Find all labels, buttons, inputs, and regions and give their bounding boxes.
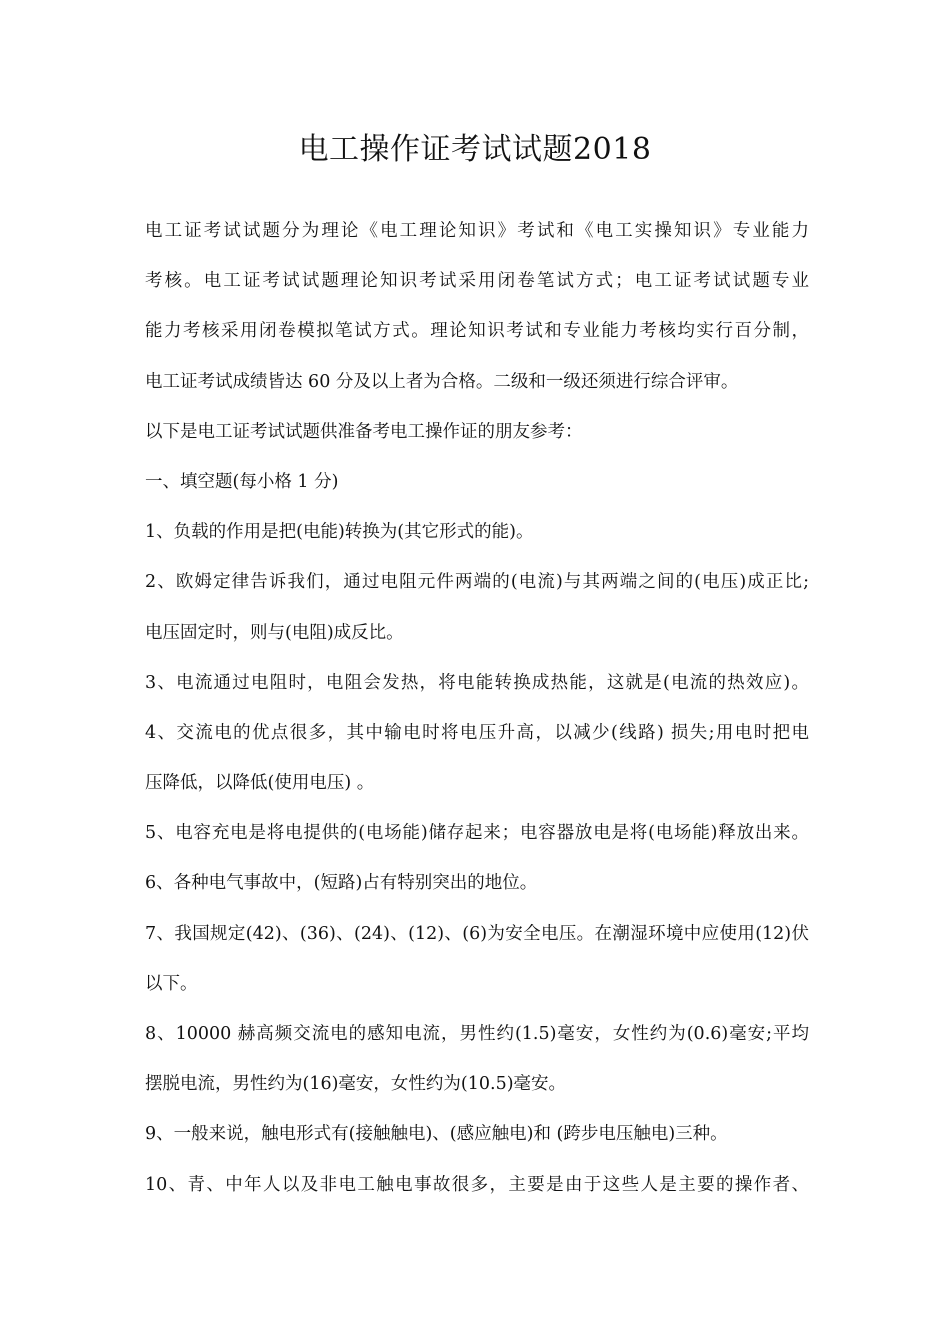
question-line: 1、负载的作用是把(电能)转换为(其它形式的能)。 (145, 522, 534, 543)
question-line: 6、各种电气事故中，(短路)占有特别突出的地位。 (145, 873, 538, 894)
document-title: 电工操作证考试试题2018 (298, 132, 652, 167)
question-line: 压降低，以降低(使用电压) 。 (145, 773, 375, 794)
question-line: 10、青、中年人以及非电工触电事故很多，主要是由于这些人是主要的操作者、 (145, 1174, 809, 1195)
paragraph-line: 电工证考试成绩皆达 60 分及以上者为合格。二级和一级还须进行综合评审。 (145, 371, 739, 392)
question-line: 5、电容充电是将电提供的(电场能)储存起来；电容器放电是将(电场能)释放出来。 (145, 823, 809, 844)
question-line: 2、欧姆定律告诉我们，通过电阻元件两端的(电流)与其两端之间的(电压)成正比; (145, 572, 809, 593)
question-line: 3、电流通过电阻时，电阻会发热，将电能转换成热能，这就是(电流的热效应)。 (145, 672, 809, 693)
paragraph-line: 考核。电工证考试试题理论知识考试采用闭卷笔试方式；电工证考试试题专业 (145, 271, 809, 292)
paragraph-line: 能力考核采用闭卷模拟笔试方式。理论知识考试和专业能力考核均实行百分制， (145, 321, 809, 342)
paragraph-line: 电工证考试试题分为理论《电工理论知识》考试和《电工实操知识》专业能力 (145, 221, 809, 241)
question-line: 4、交流电的优点很多，其中输电时将电压升高，以减少(线路) 损失;用电时把电 (145, 722, 809, 743)
section-heading: 一、填空题(每小格 1 分) (145, 471, 339, 492)
question-line: 9、一般来说，触电形式有(接触触电)、(感应触电)和 (跨步电压触电)三种。 (145, 1124, 728, 1145)
question-line: 摆脱电流，男性约为(16)毫安，女性约为(10.5)毫安。 (145, 1074, 567, 1095)
question-line: 电压固定时，则与(电阻)成反比。 (145, 622, 404, 643)
question-line: 以下。 (145, 973, 198, 994)
question-line: 7、我国规定(42)、(36)、(24)、(12)、(6)为安全电压。在潮湿环境中应使用(12)伏 (145, 923, 809, 944)
question-line: 8、10000 赫高频交流电的感知电流，男性约(1.5)毫安，女性约为(0.6)毫安;平均 (145, 1024, 809, 1044)
document-body (145, 206, 809, 1210)
paragraph-line: 以下是电工证考试试题供准备考电工操作证的朋友参考： (145, 421, 583, 442)
